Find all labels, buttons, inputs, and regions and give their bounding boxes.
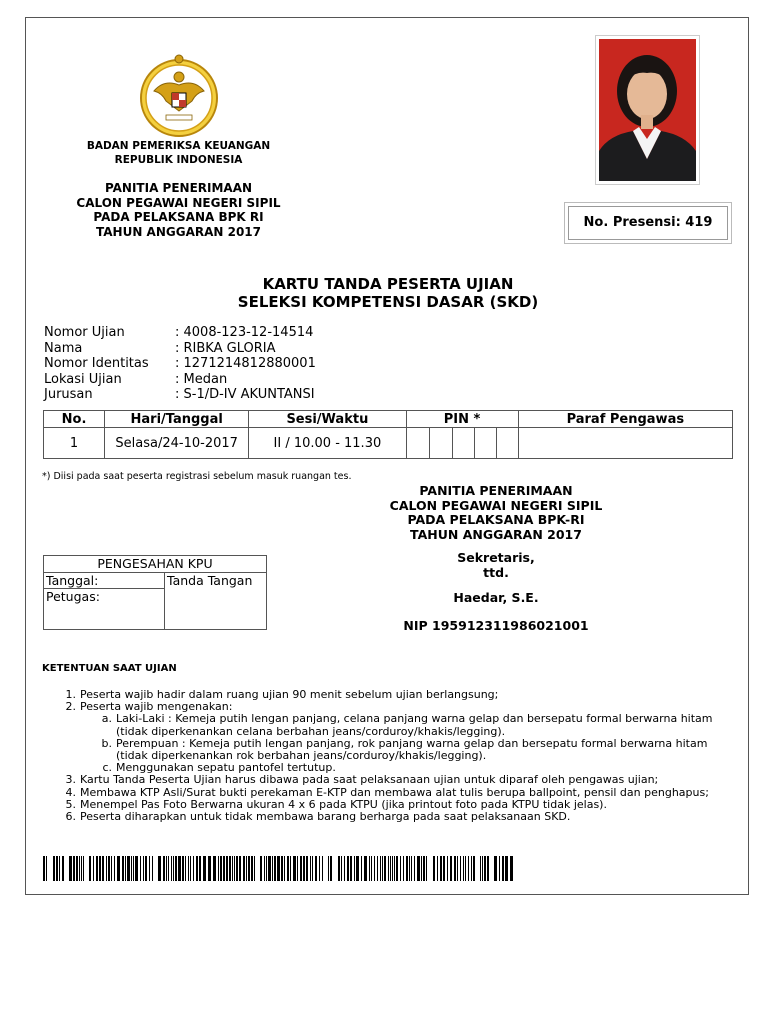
rules-list [58, 689, 738, 823]
schedule-header-row [44, 411, 733, 428]
committee-heading: PANITIA PENERIMAAN CALON PEGAWAI NEGERI SIPIL PADA PELAKSANA BPK RI TAHUN ANGGARAN 2017 [76, 181, 281, 239]
info-row-nomor-identitas: Nomor Identitas : 1271214812880001 [44, 356, 316, 371]
exam-card [25, 17, 749, 895]
cell-date: Selasa/24-10-2017 [105, 428, 249, 459]
pin-box [452, 428, 474, 459]
signatory-name: Haedar, S.E. [453, 590, 539, 605]
list-item: 4. Membawa KTP Asli/Surat bukti perekaman E-KTP dan membawa alat tulis berupa ballpoint, pensil dan penghapus; [65, 785, 709, 799]
kpu-title: PENGESAHAN KPU [44, 556, 267, 573]
pin-box [406, 428, 429, 459]
committee-signature-heading: PANITIA PENERIMAAN CALON PEGAWAI NEGERI SIPIL PADA PELAKSANA BPK-RI TAHUN ANGGARAN 2017 [389, 483, 603, 542]
header-no: No. [44, 411, 105, 428]
pin-box [474, 428, 496, 459]
footnote: *) Diisi pada saat peserta registrasi sebelum masuk ruangan tes. [42, 471, 352, 482]
barcode [43, 856, 515, 881]
list-item: 5. Menempel Pas Foto Berwarna ukuran 4 x 6 pada KTPU (jika printout foto pada KTPU tidak jelas). [65, 797, 607, 811]
table-row [44, 428, 733, 459]
garuda-emblem-icon [134, 51, 224, 141]
list-item: 2. Peserta wajib mengenakan: [65, 700, 233, 714]
info-row-lokasi-ujian: Lokasi Ujian : Medan [44, 371, 228, 387]
info-row-jurusan: Jurusan : S-1/D-IV AKUNTANSI [44, 387, 315, 402]
list-item: 3. Kartu Tanda Peserta Ujian harus dibawa pada saat pelaksanaan ujian untuk diparaf oleh pengawas ujian; [65, 773, 659, 787]
cell-no: 1 [44, 428, 105, 459]
info-row-nomor-ujian: Nomor Ujian : 4008-123-12-14514 [44, 325, 314, 340]
pin-box [429, 428, 452, 459]
portrait-image [599, 39, 696, 181]
list-item: b. Perempuan : Kemeja putih lengan panjang, rok panjang warna gelap dan bersepatu formal berwarna hitam (tidak diperkenankan rok berbahan jeans/corduroy/khakis/legging). [101, 736, 708, 763]
schedule-table [43, 410, 733, 459]
list-item: c. Menggunakan sepatu pantofel tertutup. [102, 761, 336, 775]
rules-title: KETENTUAN SAAT UJIAN [42, 663, 177, 674]
cell-paraf [518, 428, 732, 459]
agency-name: BADAN PEMERIKSA KEUANGAN REPUBLIK INDONESIA [86, 140, 271, 166]
signature-role: Sekretaris, ttd. [457, 550, 535, 580]
header-pin: PIN * [406, 411, 518, 428]
participant-info [44, 325, 316, 403]
list-item: 6. Peserta diharapkan untuk tidak membawa barang berharga pada saat pelaksanaan SKD. [65, 810, 571, 824]
participant-photo [595, 35, 700, 185]
header-session: Sesi/Waktu [249, 411, 406, 428]
pin-box [496, 428, 518, 459]
list-item: 1. Peserta wajib hadir dalam ruang ujian 90 menit sebelum ujian berlangsung; [65, 688, 499, 701]
kpu-tanggal: Tanggal: [44, 573, 165, 589]
signatory-nip: NIP 195912311986021001 [403, 618, 589, 633]
presensi-number: No. Presensi: 419 [568, 206, 728, 240]
cell-session: II / 10.00 - 11.30 [249, 428, 406, 459]
presensi-box [564, 202, 732, 244]
kpu-tanda-tangan: Tanda Tangan [165, 573, 267, 630]
header-date: Hari/Tanggal [105, 411, 249, 428]
kpu-validation-table [43, 555, 267, 630]
card-title: KARTU TANDA PESERTA UJIAN SELEKSI KOMPETENSI DASAR (SKD) [237, 275, 539, 311]
kpu-petugas: Petugas: [44, 589, 165, 630]
header-paraf: Paraf Pengawas [518, 411, 732, 428]
list-item: a. Laki-Laki : Kemeja putih lengan panjang, celana panjang warna gelap dan bersepatu formal berwarna hitam (tidak diperkenankan celana berbahan jeans/corduroy/khakis/legging). [101, 712, 713, 738]
info-row-nama: Nama : RIBKA GLORIA [44, 340, 276, 356]
